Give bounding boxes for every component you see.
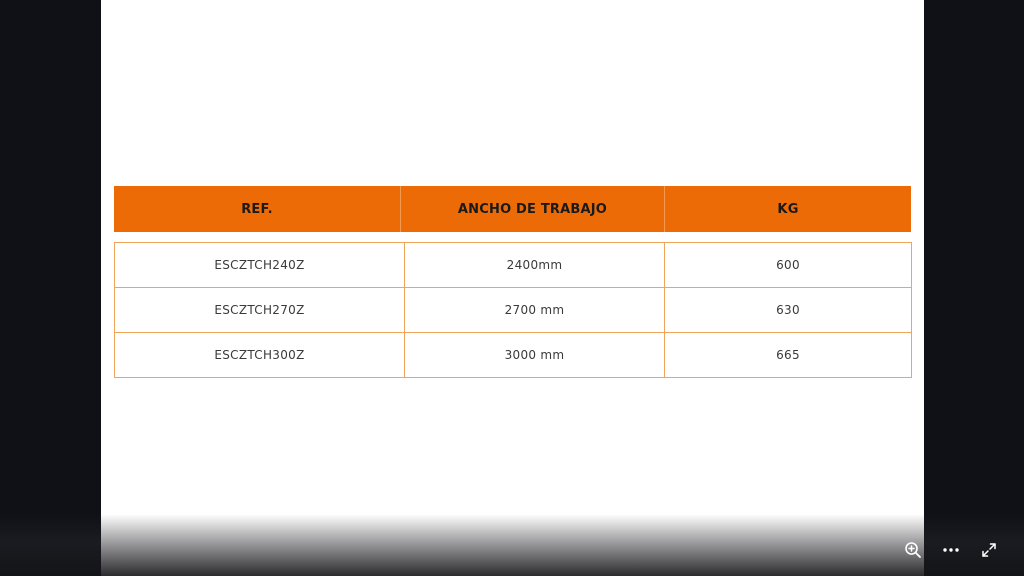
cell-ancho: 2700 mm [405, 288, 665, 333]
header-kg: KG [664, 186, 911, 232]
table-header [114, 186, 911, 232]
table-row [115, 288, 912, 333]
fullscreen-button[interactable] [970, 531, 1008, 569]
more-options-button[interactable] [932, 531, 970, 569]
viewer-controls [894, 524, 1024, 576]
cell-kg: 630 [665, 288, 912, 333]
cell-ref: ESCZTCH300Z [115, 333, 405, 378]
table-row [115, 333, 912, 378]
slide-image [101, 0, 924, 576]
cell-kg: 600 [665, 243, 912, 288]
header-ancho-de-trabajo: ANCHO DE TRABAJO [400, 186, 664, 232]
cell-ancho: 3000 mm [405, 333, 665, 378]
cell-kg: 665 [665, 333, 912, 378]
cell-ref: ESCZTCH240Z [115, 243, 405, 288]
fullscreen-icon [981, 542, 997, 558]
cell-ref: ESCZTCH270Z [115, 288, 405, 333]
zoom-in-icon [904, 541, 922, 559]
table-row [115, 243, 912, 288]
cell-ancho: 2400mm [405, 243, 665, 288]
spec-table [114, 242, 912, 378]
header-ref: REF. [241, 201, 273, 217]
zoom-in-button[interactable] [894, 531, 932, 569]
more-options-icon [942, 541, 960, 559]
